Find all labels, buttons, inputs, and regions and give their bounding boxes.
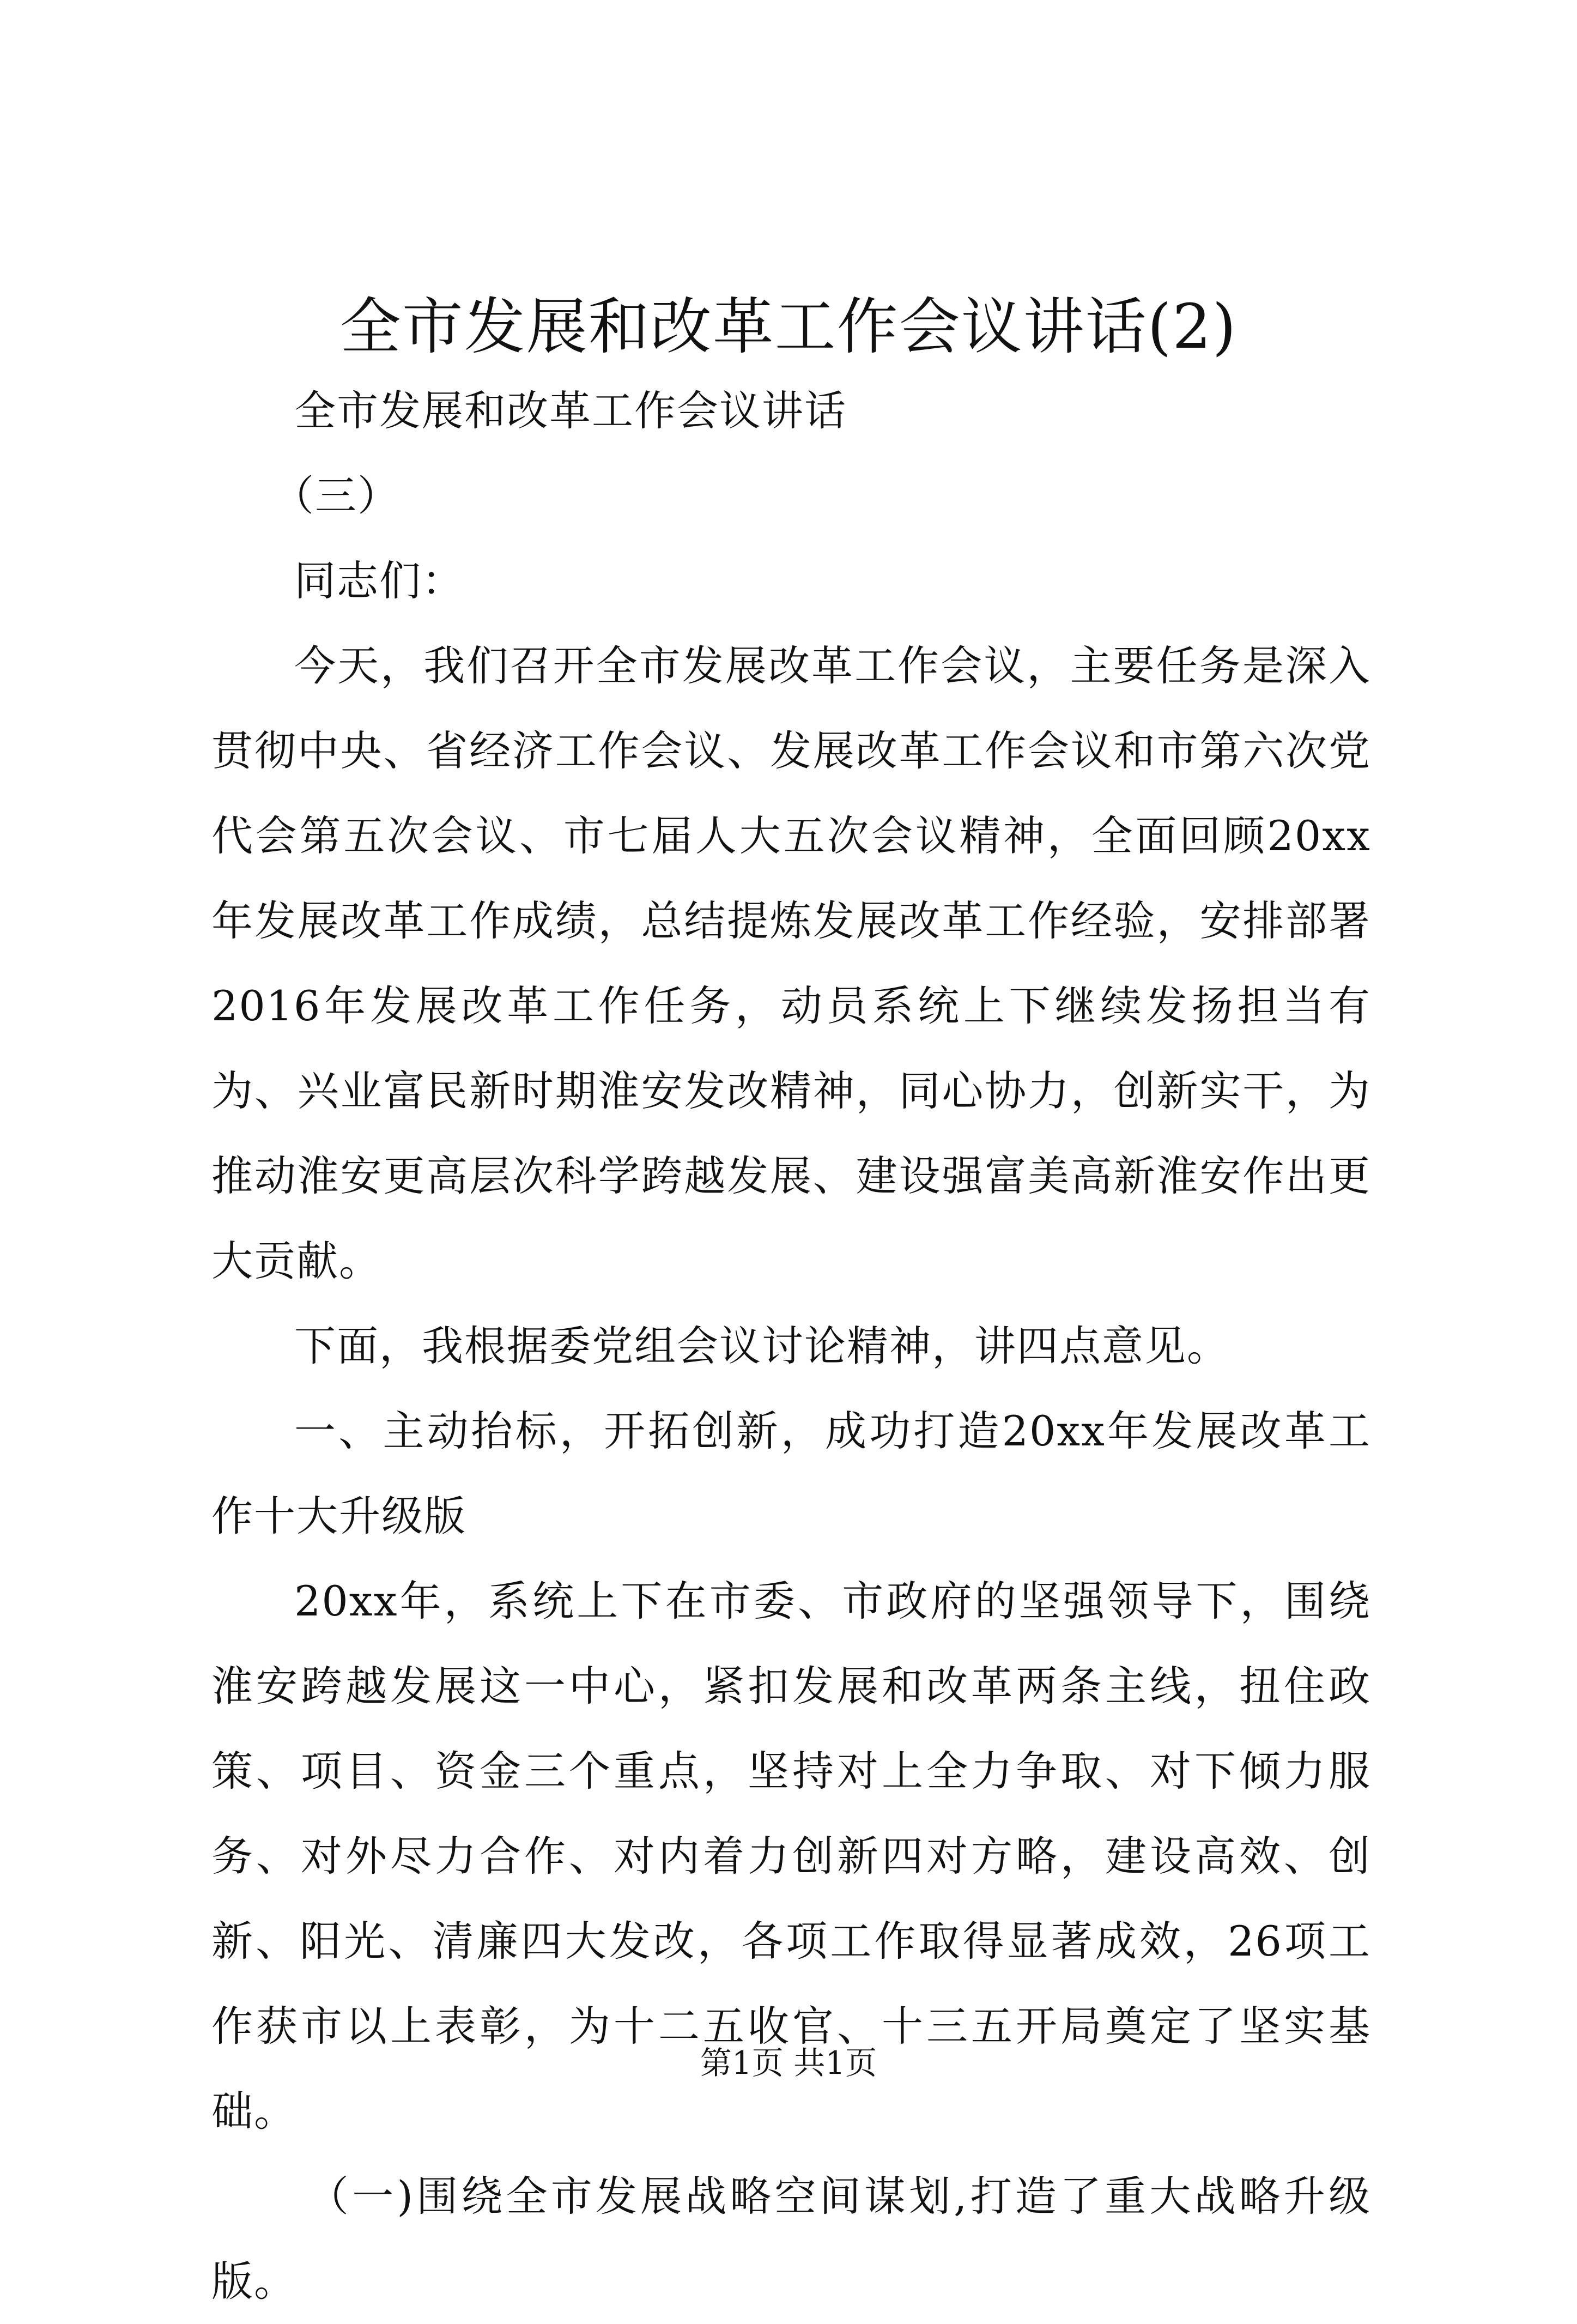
document-title: 全市发展和改革工作会议讲话(2) — [339, 292, 1238, 363]
subtitle: 全市发展和改革工作会议讲话 — [294, 386, 847, 435]
subsection-heading: （一)围绕全市发展战略空间谋划,打造了重大战略升级版。 — [211, 2172, 1371, 2305]
section-marker: （三） — [272, 471, 400, 520]
salutation: 同志们： — [294, 556, 464, 605]
page-footer: 第1页 共1页 — [700, 2044, 877, 2081]
section-heading: 一、主动抬标，开拓创新，成功打造20xx年发展改革工作十大升级版 — [211, 1407, 1371, 1540]
document-body — [211, 368, 1371, 2324]
paragraph: 今天，我们召开全市发展改革工作会议，主要任务是深入贯彻中央、省经济工作会议、发展改革工作会议和市第六次党代会第五次会议、市七届人大五次会议精神，全面回顾20xx年发展改革工作成绩，总结提炼发展改革工作经验，安排部署2016年发展改革工作任务，动员系统上下继续发扬担当有为、兴业富民新时期淮安发改精神，同心协力，创新实干，为推动淮安更高层次科学跨越发展、建设强富美高新淮安作出更大贡献。 — [211, 641, 1371, 1285]
paragraph: 20xx年，系统上下在市委、市政府的坚强领导下，围绕淮安跨越发展这一中心，紧扣发展和改革两条主线，扭住政策、项目、资金三个重点，坚持对上全力争取、对下倾力服务、对外尽力合作、对内着力创新四对方略，建设高效、创新、阳光、清廉四大发改，各项工作取得显著成效，26项工作获市以上表彰，为十二五收官、十三五开局奠定了坚实基础。 — [211, 1577, 1371, 2135]
paragraph: 下面，我根据委党组会议讨论精神，讲四点意见。 — [294, 1322, 1229, 1370]
